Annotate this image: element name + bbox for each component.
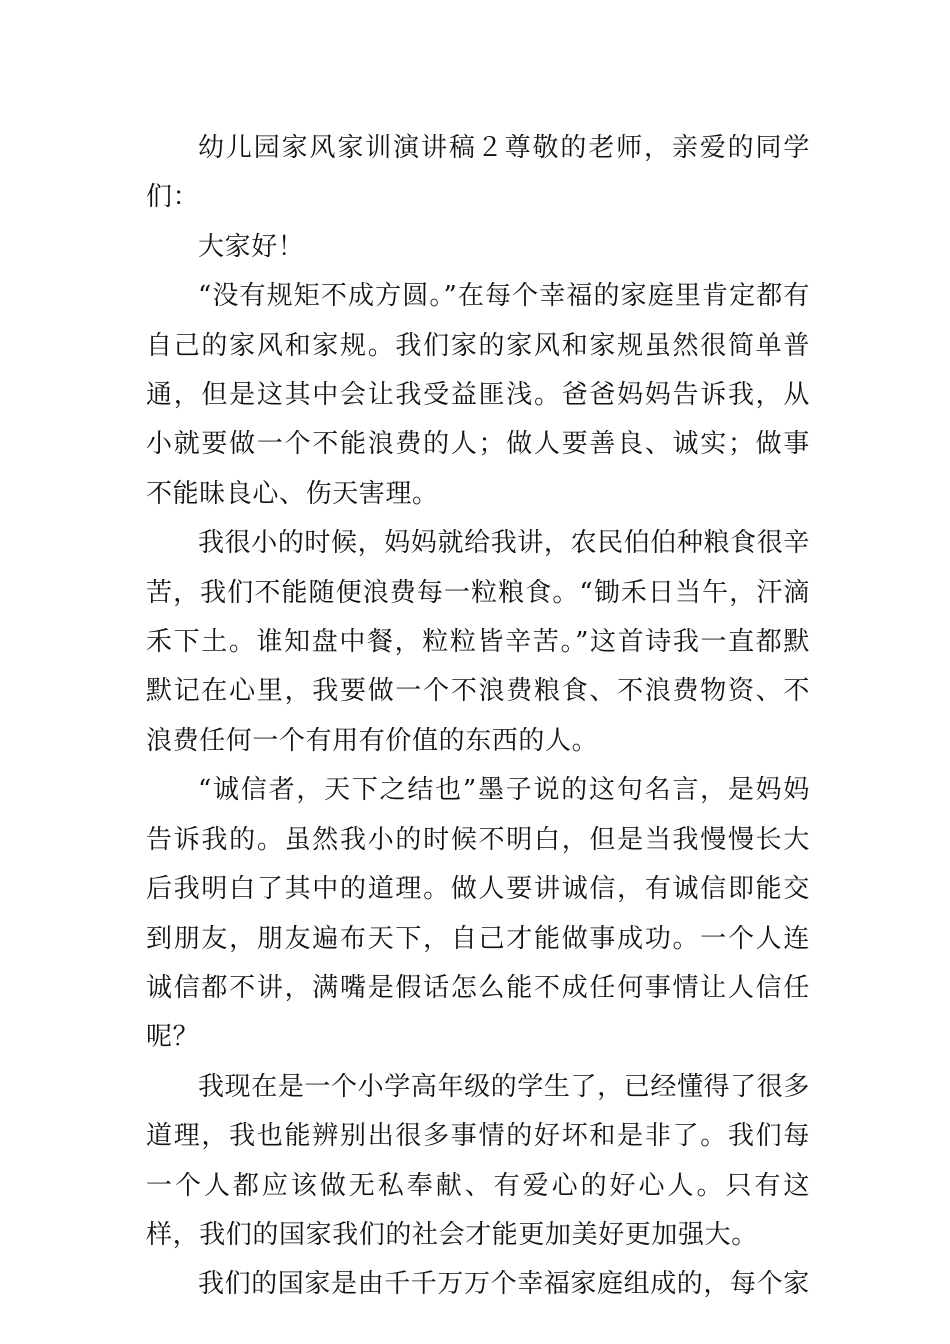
paragraph-greeting: 大家好！ bbox=[198, 231, 305, 262]
document-body bbox=[146, 124, 810, 1310]
paragraph-rules: “没有规矩不成方圆。”在每个幸福的家庭里肯定都有自己的家风和家规。我们家的家风和家规虽然很简单普通，但是这其中会让我受益匪浅。爸爸妈妈告诉我，从小就要做一个不能浪费的人；做人要善良、诚实；做事不能昧良心、伤天害理。 bbox=[146, 281, 810, 509]
paragraph-student: 我现在是一个小学高年级的学生了，已经懂得了很多道理，我也能辨别出很多事情的好坏和是非了。我们每一个人都应该做无私奉献、有爱心的好心人。只有这样，我们的国家我们的社会才能更加美好更加强大。 bbox=[146, 1071, 810, 1250]
paragraph-honesty: “诚信者，天下之结也”墨子说的这句名言，是妈妈告诉我的。虽然我小的时候不明白，但是当我慢慢长大后我明白了其中的道理。做人要讲诚信，有诚信即能交到朋友，朋友遍布天下，自己才能做事成功。一个人连诚信都不讲，满嘴是假话怎么能不成任何事情让人信任呢？ bbox=[146, 775, 810, 1053]
paragraph-country: 我们的国家是由千千万万个幸福家庭组成的，每个家 bbox=[198, 1269, 810, 1300]
paragraph-title: 幼儿园家风家训演讲稿２尊敬的老师，亲爱的同学们： bbox=[146, 133, 810, 213]
paragraph-food: 我很小的时候，妈妈就给我讲，农民伯伯种粮食很辛苦，我们不能随便浪费每一粒粮食。“锄禾日当午，汗滴禾下土。谁知盘中餐，粒粒皆辛苦。”这首诗我一直都默默记在心里，我要做一个不浪费粮食、不浪费物资、不浪费任何一个有用有价值的东西的人。 bbox=[146, 528, 810, 756]
